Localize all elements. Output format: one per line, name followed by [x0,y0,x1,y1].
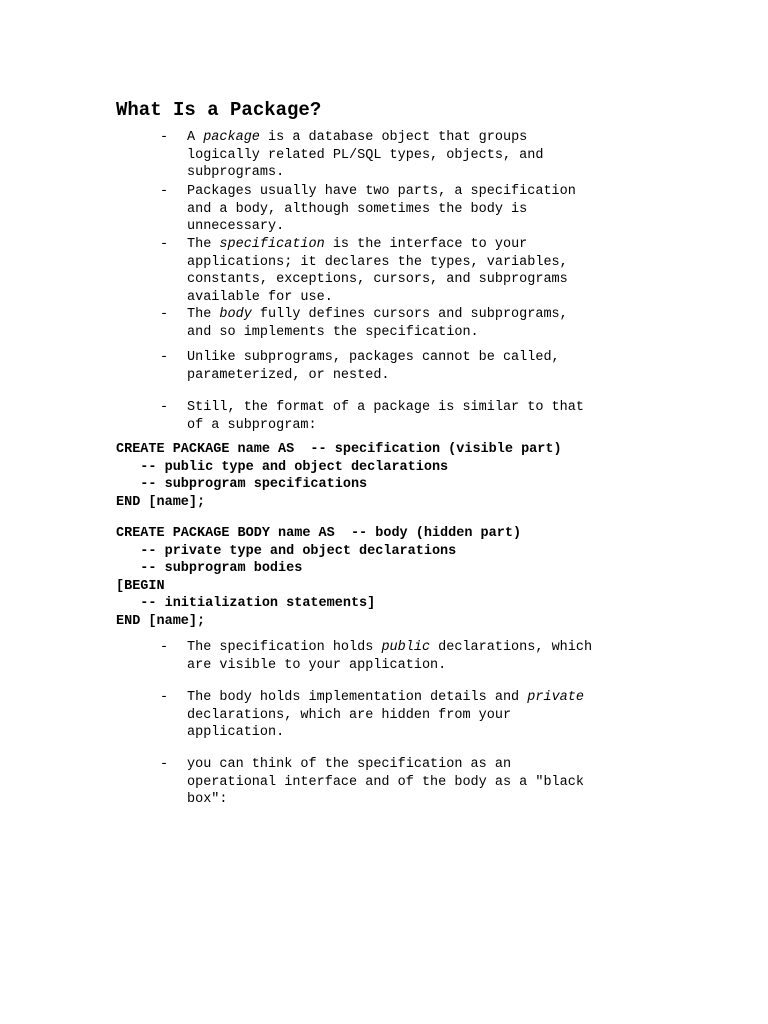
text-line: logically related PL/SQL types, objects, and [187,147,544,163]
text-line: and so implements the specification. [187,324,479,340]
code-line: [BEGIN [116,578,165,594]
code-line: END [name]; [116,494,206,510]
code-line: -- subprogram specifications [116,477,368,492]
text-line: Still, the format of a package is similar to that [187,400,584,415]
code-block-package-body [116,525,521,630]
text-line: are visible to your application. [187,657,447,673]
text-line: of a subprogram: [187,417,317,433]
bullet-text [187,399,657,434]
bullet-text [187,129,657,182]
bullet-dash: - [160,757,169,772]
text-line: Packages usually have two parts, a specification [187,184,576,199]
bullet-dash: - [160,640,169,655]
text-line: constants, exceptions, cursors, and subprograms [187,272,568,288]
code-line: -- private type and object declarations [116,543,457,559]
code-line: CREATE PACKAGE name AS -- specification (visible part) [116,442,562,457]
text-line: declarations, which are hidden from your [187,707,512,723]
bullet-dash: - [160,350,169,365]
bullet-text [187,639,657,674]
text-line: The body fully defines cursors and subprograms, [187,307,568,322]
text-line: and a body, although sometimes the body is [187,201,528,217]
bullet-dash: - [160,690,169,705]
bullet-dash: - [160,130,169,145]
text-line: unnecessary. [187,219,285,235]
bullet-text [187,349,657,384]
bullet-dash: - [160,307,169,322]
text-line: subprograms. [187,165,285,181]
bullet-dash: - [160,237,169,252]
emphasized-term: public [381,640,431,655]
text-line: parameterized, or nested. [187,367,390,383]
code-line: -- subprogram bodies [116,561,303,576]
code-line: CREATE PACKAGE BODY name AS -- body (hidden part) [116,526,522,541]
bullet-text [187,306,657,341]
text-line: Unlike subprograms, packages cannot be called, [187,350,560,365]
text-line: box": [187,792,228,808]
text-line: The body holds implementation details and private [187,690,584,705]
bullet-text [187,236,657,306]
text-line: A package is a database object that groups [187,130,528,145]
code-line: END [name]; [116,613,206,629]
code-line: -- public type and object declarations [116,459,449,475]
text-line: you can think of the specification as an [187,757,512,772]
text-line: The specification holds public declarations, which [187,640,593,655]
bullet-dash: - [160,184,169,199]
page-title: What Is a Package? [116,99,322,121]
emphasized-term: private [527,690,584,705]
bullet-text [187,183,657,236]
bullet-text [187,689,657,742]
text-line: The specification is the interface to your [187,237,528,252]
emphasized-term: specification [219,237,325,252]
text-line: operational interface and of the body as a "black [187,774,584,790]
bullet-text [187,756,657,809]
text-line: application. [187,725,285,741]
code-block-package-spec [116,441,562,511]
emphasized-term: package [203,130,260,145]
text-line: available for use. [187,289,333,305]
code-line: -- initialization statements] [116,596,376,611]
emphasized-term: body [219,307,252,322]
bullet-dash: - [160,400,169,415]
text-line: applications; it declares the types, variables, [187,254,568,270]
